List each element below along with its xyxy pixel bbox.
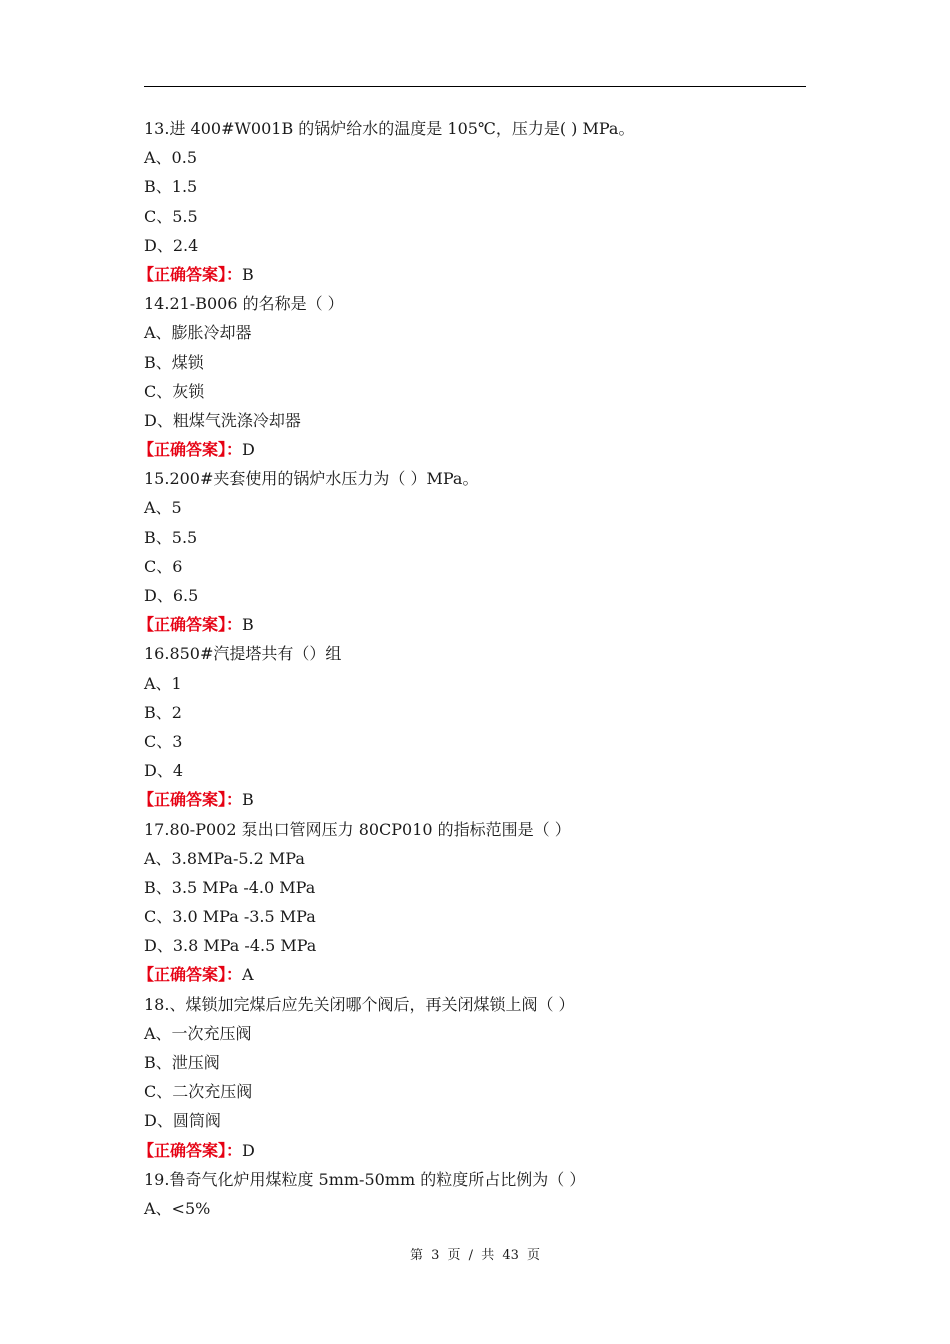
option-b: B、泄压阀 (144, 1053, 220, 1072)
footer-total-pages: 43 (502, 1248, 519, 1263)
answer-label: 【正确答案】： (138, 440, 243, 460)
option-a: A、0.5 (144, 148, 198, 168)
option-c: C、5.5 (144, 206, 198, 226)
option-a: A、5 (144, 498, 182, 518)
answer-value: B (242, 790, 254, 810)
answer-row (138, 610, 806, 639)
answer-value: A (242, 965, 254, 985)
option-d: D、4 (144, 761, 184, 781)
option-c: C、3.0 MPa -3.5 MPa (144, 907, 316, 927)
answer-row (138, 960, 806, 989)
answer-label: 【正确答案】： (138, 965, 243, 985)
option-b: B、2 (144, 702, 182, 722)
footer-separator: / (468, 1248, 474, 1263)
question-stem: 19.鲁奇气化炉用煤粒度 5mm-50mm 的粒度所占比例为（ ） (144, 1169, 586, 1189)
option-b: B、1.5 (144, 177, 198, 197)
option-a: A、一次充压阀 (144, 1023, 252, 1043)
footer-page-number: 3 (431, 1248, 440, 1263)
answer-value: B (242, 615, 254, 635)
option-a: A、3.8MPa-5.2 MPa (144, 848, 305, 868)
answer-label: 【正确答案】： (138, 790, 243, 810)
option-d: D、3.8 MPa -4.5 MPa (144, 936, 317, 956)
page-footer (0, 1244, 950, 1263)
option-b: B、3.5 MPa -4.0 MPa (144, 877, 316, 897)
option-c: C、二次充压阀 (144, 1082, 253, 1102)
option-d: D、2.4 (144, 235, 199, 255)
option-a: A、1 (144, 673, 182, 693)
header-rule (144, 86, 806, 87)
answer-row (138, 1136, 806, 1165)
option-d: D、6.5 (144, 586, 199, 605)
answer-row (138, 435, 806, 464)
answer-value: D (242, 1140, 255, 1160)
question-list (138, 114, 806, 1223)
option-a: A、<5% (144, 1198, 211, 1218)
question-stem: 14.21-B006 的名称是（ ） (144, 294, 344, 314)
option-a: A、膨胀冷却器 (144, 323, 252, 343)
question-stem: 15.200#夹套使用的锅炉水压力为（ ）MPa。 (144, 469, 479, 489)
question-stem: 16.850#汽提塔共有（）组 (144, 644, 342, 664)
option-c: C、3 (144, 731, 183, 751)
answer-row (138, 260, 806, 289)
answer-label: 【正确答案】： (138, 615, 243, 635)
option-b: B、煤锁 (144, 352, 204, 372)
option-c: C、灰锁 (144, 381, 205, 401)
option-b: B、5.5 (144, 527, 198, 547)
question-stem: 18.、煤锁加完煤后应先关闭哪个阀后，再关闭煤锁上阀（ ） (144, 994, 575, 1014)
answer-label: 【正确答案】： (138, 1140, 243, 1160)
option-d: D、粗煤气洗涤冷却器 (144, 410, 301, 430)
question-stem: 17.80-P002 泵出口管网压力 80CP010 的指标范围是（ ） (144, 819, 571, 839)
answer-label: 【正确答案】： (138, 264, 243, 284)
answer-row (138, 785, 806, 814)
option-d: D、圆筒阀 (144, 1111, 221, 1131)
footer-prefix: 第 (409, 1248, 423, 1263)
answer-value: D (242, 440, 255, 460)
footer-total-unit: 页 (527, 1248, 541, 1263)
option-c: C、6 (144, 556, 183, 576)
footer-page-unit: 页 (447, 1248, 461, 1263)
question-stem: 13.进 400#W001B 的锅炉给水的温度是 105℃，压力是( ) MPa。 (144, 119, 635, 138)
footer-total-prefix: 共 (481, 1248, 495, 1263)
answer-value: B (242, 264, 254, 284)
